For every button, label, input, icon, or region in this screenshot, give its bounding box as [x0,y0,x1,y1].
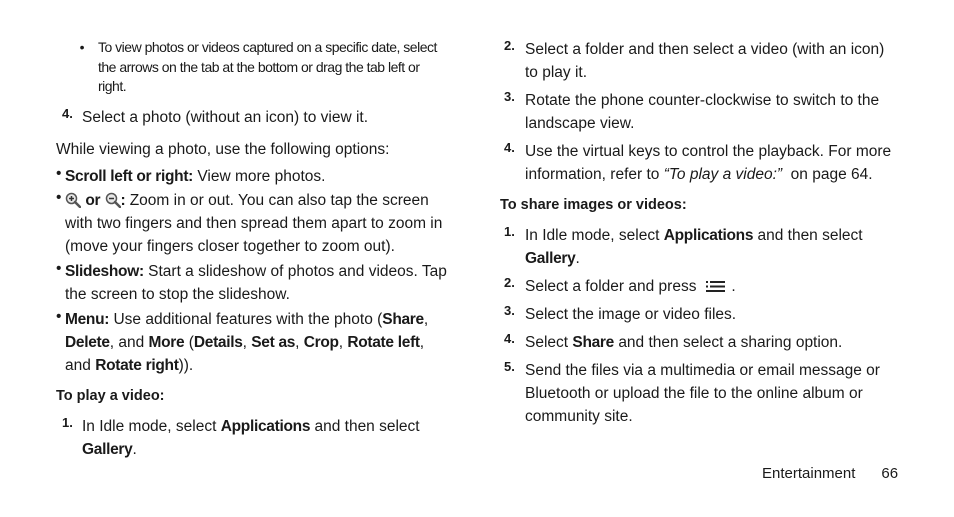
share-label: Share [382,310,424,328]
applications-label: Applications [220,417,311,435]
step-text: on page 64. [790,166,873,183]
option-text: Zoom in or out. You can also tap the screen with two fingers and then spread them apart to zoom in (move your fingers closer together to zoom out). [65,191,443,255]
share-label: Share [572,334,614,351]
sep: , and [65,333,425,374]
step-number: 5. [504,359,515,374]
option-label: Menu: [65,310,110,328]
step-number: 4. [504,331,515,346]
sep: ( [188,333,194,351]
section-heading-play-video: To play a video: [56,387,165,404]
zoom-out-icon [105,192,121,208]
sep: , [423,310,429,328]
option-text: View more photos. [197,167,326,185]
gallery-label: Gallery [525,250,576,267]
step-number: 4. [62,105,73,121]
gallery-label: Gallery [82,440,133,458]
step-text: Select a folder and then select a video (with an icon) to play it. [525,41,885,81]
step-2-select-video [500,38,900,84]
step-3-rotate [500,89,900,135]
option-scroll: • Scroll left or right: View more photos. [56,164,326,185]
rotate-left-label: Rotate left [347,333,420,351]
step-text: Send the files via a multimedia or email message or Bluetooth or upload the file to the online album or community site. [525,362,880,425]
sub-bullet-text: To view photos or videos captured on a specific date, select the arrows on the tab at the bottom or drag the tab left or right. [98,39,437,94]
step-number: 2. [504,275,515,290]
crop-label: Crop [303,333,339,351]
share-step-3 [500,303,900,326]
sep: . [575,250,580,267]
option-slideshow: • Slideshow: Start a slideshow of photos and videos. Tap the screen to stop the slideshow. [56,259,447,303]
step-text: In Idle mode, select [525,227,660,244]
step-text: Select [525,334,569,351]
or-label: or [85,191,101,209]
step-number: 4. [504,140,515,155]
sep: , and [109,333,145,351]
step-4-virtual-keys [500,140,900,186]
set-as-label: Set as [251,333,296,351]
zoom-in-icon [65,192,81,208]
option-label: Slideshow: [65,262,144,280]
sep: , [242,333,247,351]
option-text: Use additional features with the photo ( [113,310,383,328]
left-column [56,38,448,466]
sep: . [132,440,137,458]
cross-reference: “To play a video:” [663,166,783,183]
option-label: Scroll left or right: [65,167,194,185]
step-text: Select a folder and press [525,278,697,295]
step-text: Select a photo (without an icon) to view it. [82,108,369,126]
share-step-1 [500,224,900,270]
step-number: 1. [504,224,515,239]
colon: : [120,191,126,209]
share-step-2 [500,275,900,298]
option-zoom: • or : Zoom in or out. You can also tap the screen with two fingers and then spread them apart to zoom in (move your fingers closer together to zoom out). [56,188,443,255]
share-step-5 [500,359,900,428]
section-heading-share: To share images or videos: [500,197,687,213]
step-number: 3. [504,303,515,318]
menu-key-icon [705,278,727,294]
share-step-4 [500,331,900,354]
rotate-right-label: Rotate right [95,356,179,374]
step-number: 2. [504,38,515,53]
details-label: Details [193,333,243,351]
step-number: 3. [504,89,515,104]
step-text: and then select [314,417,420,435]
option-menu: • Menu: Use additional features with the photo (Share, Delete, and More (Details, Set as, Crop, Rotate left, and Rotate right)). [56,307,429,374]
sep: )). [178,356,194,374]
step-text: and then select [757,227,863,244]
page-footer [762,465,898,482]
options-intro: While viewing a photo, use the following options: [56,140,390,158]
step-1-idle-mode [56,415,448,461]
sep: , [295,333,300,351]
step-text: Select the image or video files. [525,306,737,323]
step-text: In Idle mode, select [82,417,217,435]
page-number: 66 [881,465,899,482]
sep: . [731,278,736,295]
option-text: Start a slideshow of photos and videos. Tap the screen to stop the slideshow. [65,262,447,303]
delete-label: Delete [65,333,110,351]
more-label: More [148,333,185,351]
step-text: Use the virtual keys to control the playback. For more information, refer to [525,143,892,183]
right-column [500,38,900,433]
applications-label: Applications [663,227,754,244]
step-4-view-photo [56,106,448,129]
step-number: 1. [62,414,73,430]
sep: , [338,333,343,351]
step-text: Rotate the phone counter-clockwise to switch to the landscape view. [525,92,880,132]
sub-bullet: • To view photos or videos captured on a specific date, select the arrows on the tab at the bottom or drag the tab left or right. [79,39,437,94]
section-name: Entertainment [762,465,856,482]
step-text: and then select a sharing option. [618,334,843,351]
